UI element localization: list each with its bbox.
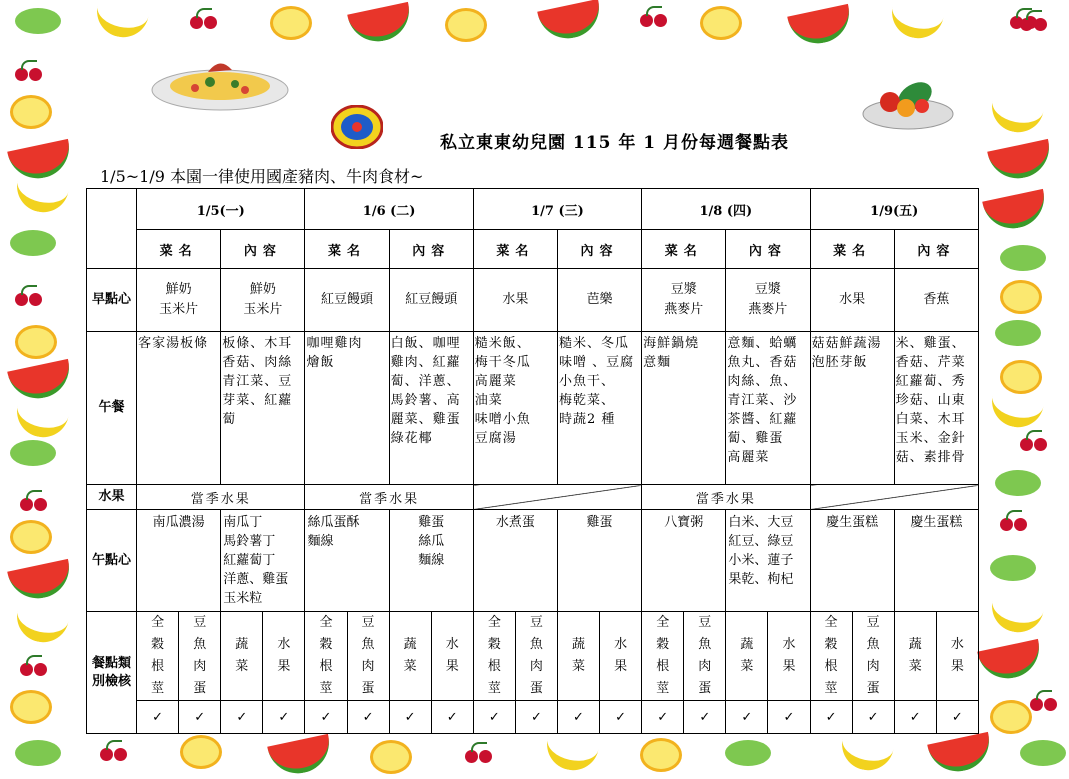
fruit-row bbox=[87, 485, 979, 510]
fruit-cell bbox=[810, 485, 978, 510]
watermelon-icon bbox=[787, 4, 855, 49]
day-header: 1/9(五) bbox=[810, 189, 978, 230]
lunch-dish: 咖哩雞肉 燴飯 bbox=[305, 332, 389, 485]
check-mark: ✓ bbox=[600, 701, 642, 734]
melon-icon bbox=[995, 320, 1041, 346]
check-mark: ✓ bbox=[852, 701, 894, 734]
fruit-cell: 當季水果 bbox=[305, 485, 473, 510]
snack-content: 雞蛋 bbox=[557, 510, 641, 612]
check-mark: ✓ bbox=[263, 701, 305, 734]
check-mark: ✓ bbox=[137, 701, 179, 734]
category-cell: 水 果 bbox=[431, 612, 473, 701]
category-cell: 豆 魚 肉 蛋 bbox=[179, 612, 221, 701]
check-row bbox=[87, 701, 979, 734]
snack-content: 白米、大豆 紅豆、綠豆 小米、蓮子 果乾、枸杞 bbox=[726, 510, 810, 612]
category-cell: 全 穀 根 莖 bbox=[305, 612, 347, 701]
page-subtitle: 1/5~1/9 本園一律使用國產豬肉、牛肉食材~ bbox=[100, 167, 424, 186]
snack-dish: 慶生蛋糕 bbox=[810, 510, 894, 612]
dish-column-header: 菜名 bbox=[473, 230, 557, 269]
category-cell: 蔬 菜 bbox=[557, 612, 599, 701]
lunch-content: 米、雞蛋、 香菇、芹菜 紅蘿蔔、秀 珍菇、山東 白菜、木耳 玉米、金針 菇、素排骨 bbox=[894, 332, 978, 485]
melon-icon bbox=[990, 555, 1036, 581]
cherry-icon bbox=[20, 655, 50, 677]
lunch-content: 板條、木耳 香菇、肉絲 青江菜、豆 芽菜、紅蘿 蔔 bbox=[221, 332, 305, 485]
watermelon-icon bbox=[347, 2, 415, 47]
lemon-icon bbox=[990, 700, 1032, 734]
watermelon-icon bbox=[7, 559, 75, 604]
breakfast-content: 香蕉 bbox=[894, 269, 978, 332]
cherry-icon bbox=[465, 742, 495, 764]
lemon-icon bbox=[10, 690, 52, 724]
check-mark: ✓ bbox=[515, 701, 557, 734]
row-label-breakfast: 早點心 bbox=[87, 269, 137, 332]
cherry-icon bbox=[100, 740, 130, 762]
lunch-dish: 海鮮鍋燒 意麵 bbox=[642, 332, 726, 485]
melon-icon bbox=[10, 440, 56, 466]
cherry-icon bbox=[1000, 510, 1030, 532]
watermelon-icon bbox=[7, 359, 75, 404]
check-mark: ✓ bbox=[179, 701, 221, 734]
lemon-icon bbox=[1000, 360, 1042, 394]
cherry-icon bbox=[15, 60, 45, 82]
banana-icon bbox=[12, 175, 70, 217]
breakfast-content: 鮮奶 玉米片 bbox=[221, 269, 305, 332]
banana-icon bbox=[12, 605, 70, 647]
breakfast-dish: 鮮奶 玉米片 bbox=[137, 269, 221, 332]
lemon-icon bbox=[700, 6, 742, 40]
watermelon-icon bbox=[982, 189, 1050, 234]
column-header-row bbox=[87, 230, 979, 269]
melon-icon bbox=[10, 230, 56, 256]
cherry-icon bbox=[15, 285, 45, 307]
check-mark: ✓ bbox=[347, 701, 389, 734]
check-mark: ✓ bbox=[431, 701, 473, 734]
lunch-content: 白飯、咖哩 雞肉、紅蘿 蔔、洋蔥、 馬鈴薯、高 麗菜、雞蛋 綠花椰 bbox=[389, 332, 473, 485]
lemon-icon bbox=[445, 8, 487, 42]
banana-icon bbox=[542, 733, 600, 775]
row-label-snack: 午點心 bbox=[87, 510, 137, 612]
check-mark: ✓ bbox=[726, 701, 768, 734]
melon-icon bbox=[15, 8, 61, 34]
breakfast-row bbox=[87, 269, 979, 332]
category-cell: 全 穀 根 莖 bbox=[642, 612, 684, 701]
snack-row bbox=[87, 510, 979, 612]
corner-cell bbox=[87, 189, 137, 269]
watermelon-icon bbox=[977, 639, 1045, 684]
lemon-icon bbox=[640, 738, 682, 772]
day-header-row bbox=[87, 189, 979, 230]
check-mark: ✓ bbox=[642, 701, 684, 734]
category-cell: 蔬 菜 bbox=[894, 612, 936, 701]
weekly-menu-table bbox=[86, 188, 979, 734]
lemon-icon bbox=[1000, 280, 1042, 314]
day-header: 1/6 (二) bbox=[305, 189, 473, 230]
snack-dish: 絲瓜蛋酥 麵線 bbox=[305, 510, 389, 612]
category-cell: 蔬 菜 bbox=[389, 612, 431, 701]
banana-icon bbox=[837, 733, 895, 775]
fruit-cell: 當季水果 bbox=[642, 485, 810, 510]
cherry-icon bbox=[190, 8, 220, 30]
check-mark: ✓ bbox=[684, 701, 726, 734]
category-cell: 全 穀 根 莖 bbox=[473, 612, 515, 701]
melon-icon bbox=[725, 740, 771, 766]
banana-icon bbox=[987, 595, 1045, 637]
content-column-header: 內容 bbox=[894, 230, 978, 269]
lunch-dish: 糙米飯、 梅干冬瓜 高麗菜 油菜 味噌小魚 豆腐湯 bbox=[473, 332, 557, 485]
lemon-icon bbox=[180, 735, 222, 769]
category-cell: 全 穀 根 莖 bbox=[137, 612, 179, 701]
banana-icon bbox=[987, 390, 1045, 432]
lunch-content: 意麵、蛤蠣 魚丸、香菇 肉絲、魚、 青江菜、沙 茶醬、紅蘿 蔔、雞蛋 高麗菜 bbox=[726, 332, 810, 485]
category-cell: 豆 魚 肉 蛋 bbox=[684, 612, 726, 701]
check-mark: ✓ bbox=[936, 701, 978, 734]
breakfast-dish: 水果 bbox=[810, 269, 894, 332]
row-label-fruit: 水果 bbox=[87, 485, 137, 510]
lunch-content: 糙米、冬瓜 味噌 、豆腐 小魚干、 梅乾菜、 時蔬2 種 bbox=[557, 332, 641, 485]
lemon-icon bbox=[10, 95, 52, 129]
category-cell: 水 果 bbox=[936, 612, 978, 701]
cherry-icon bbox=[20, 490, 50, 512]
cherry-icon bbox=[1020, 10, 1050, 32]
content-column-header: 內容 bbox=[726, 230, 810, 269]
watermelon-icon bbox=[927, 732, 995, 777]
school-logo bbox=[331, 105, 383, 149]
breakfast-content: 豆漿 燕麥片 bbox=[726, 269, 810, 332]
snack-dish: 南瓜濃湯 bbox=[137, 510, 221, 612]
melon-icon bbox=[995, 470, 1041, 496]
breakfast-content: 紅豆饅頭 bbox=[389, 269, 473, 332]
watermelon-icon bbox=[267, 734, 335, 779]
check-mark: ✓ bbox=[557, 701, 599, 734]
dish-column-header: 菜名 bbox=[137, 230, 221, 269]
check-mark: ✓ bbox=[305, 701, 347, 734]
fruit-cell bbox=[473, 485, 641, 510]
page-title: 私立東東幼兒園 115 年 1 月份每週餐點表 bbox=[440, 133, 789, 153]
breakfast-dish: 水果 bbox=[473, 269, 557, 332]
row-label-lunch: 午餐 bbox=[87, 332, 137, 485]
category-cell: 水 果 bbox=[600, 612, 642, 701]
snack-dish: 水煮蛋 bbox=[473, 510, 557, 612]
category-cell: 豆 魚 肉 蛋 bbox=[347, 612, 389, 701]
lemon-icon bbox=[15, 325, 57, 359]
pasta-plate-image bbox=[150, 52, 290, 112]
dish-column-header: 菜名 bbox=[642, 230, 726, 269]
category-cell: 蔬 菜 bbox=[726, 612, 768, 701]
snack-content: 慶生蛋糕 bbox=[894, 510, 978, 612]
fruit-cell: 當季水果 bbox=[137, 485, 305, 510]
category-cell: 水 果 bbox=[263, 612, 305, 701]
content-column-header: 內容 bbox=[557, 230, 641, 269]
content-column-header: 內容 bbox=[221, 230, 305, 269]
lunch-row bbox=[87, 332, 979, 485]
snack-dish: 八寶粥 bbox=[642, 510, 726, 612]
cherry-icon bbox=[1030, 690, 1060, 712]
check-mark: ✓ bbox=[473, 701, 515, 734]
lemon-icon bbox=[270, 6, 312, 40]
lemon-icon bbox=[10, 520, 52, 554]
check-mark: ✓ bbox=[768, 701, 810, 734]
lemon-icon bbox=[370, 740, 412, 774]
banana-icon bbox=[92, 0, 150, 42]
watermelon-icon bbox=[537, 0, 605, 44]
breakfast-dish: 豆漿 燕麥片 bbox=[642, 269, 726, 332]
content-column-header: 內容 bbox=[389, 230, 473, 269]
cherry-icon bbox=[640, 6, 670, 28]
category-cell: 水 果 bbox=[768, 612, 810, 701]
lunch-dish: 菇菇鮮蔬湯 泡胚芽飯 bbox=[810, 332, 894, 485]
watermelon-icon bbox=[987, 139, 1055, 184]
dish-column-header: 菜名 bbox=[810, 230, 894, 269]
day-header: 1/7 (三) bbox=[473, 189, 641, 230]
category-cell: 豆 魚 肉 蛋 bbox=[852, 612, 894, 701]
category-cell: 豆 魚 肉 蛋 bbox=[515, 612, 557, 701]
check-mark: ✓ bbox=[221, 701, 263, 734]
check-mark: ✓ bbox=[389, 701, 431, 734]
snack-content: 雞蛋 絲瓜 麵線 bbox=[389, 510, 473, 612]
check-mark: ✓ bbox=[810, 701, 852, 734]
melon-icon bbox=[15, 740, 61, 766]
banana-icon bbox=[887, 1, 945, 43]
cherry-icon bbox=[1020, 430, 1050, 452]
vegetable-plate-image bbox=[860, 66, 955, 132]
banana-icon bbox=[987, 95, 1045, 137]
snack-content: 南瓜丁 馬鈴薯丁 紅蘿蔔丁 洋蔥、雞蛋 玉米粒 bbox=[221, 510, 305, 612]
check-mark: ✓ bbox=[894, 701, 936, 734]
dish-column-header: 菜名 bbox=[305, 230, 389, 269]
day-header: 1/8 (四) bbox=[642, 189, 810, 230]
category-cell: 蔬 菜 bbox=[221, 612, 263, 701]
melon-icon bbox=[1000, 245, 1046, 271]
day-header: 1/5(一) bbox=[137, 189, 305, 230]
lunch-dish: 客家湯板條 bbox=[137, 332, 221, 485]
category-row bbox=[87, 612, 979, 701]
breakfast-content: 芭樂 bbox=[557, 269, 641, 332]
breakfast-dish: 紅豆饅頭 bbox=[305, 269, 389, 332]
category-cell: 全 穀 根 莖 bbox=[810, 612, 852, 701]
row-label-categories: 餐點類別檢核 bbox=[87, 612, 137, 734]
banana-icon bbox=[12, 400, 70, 442]
melon-icon bbox=[1020, 740, 1066, 766]
